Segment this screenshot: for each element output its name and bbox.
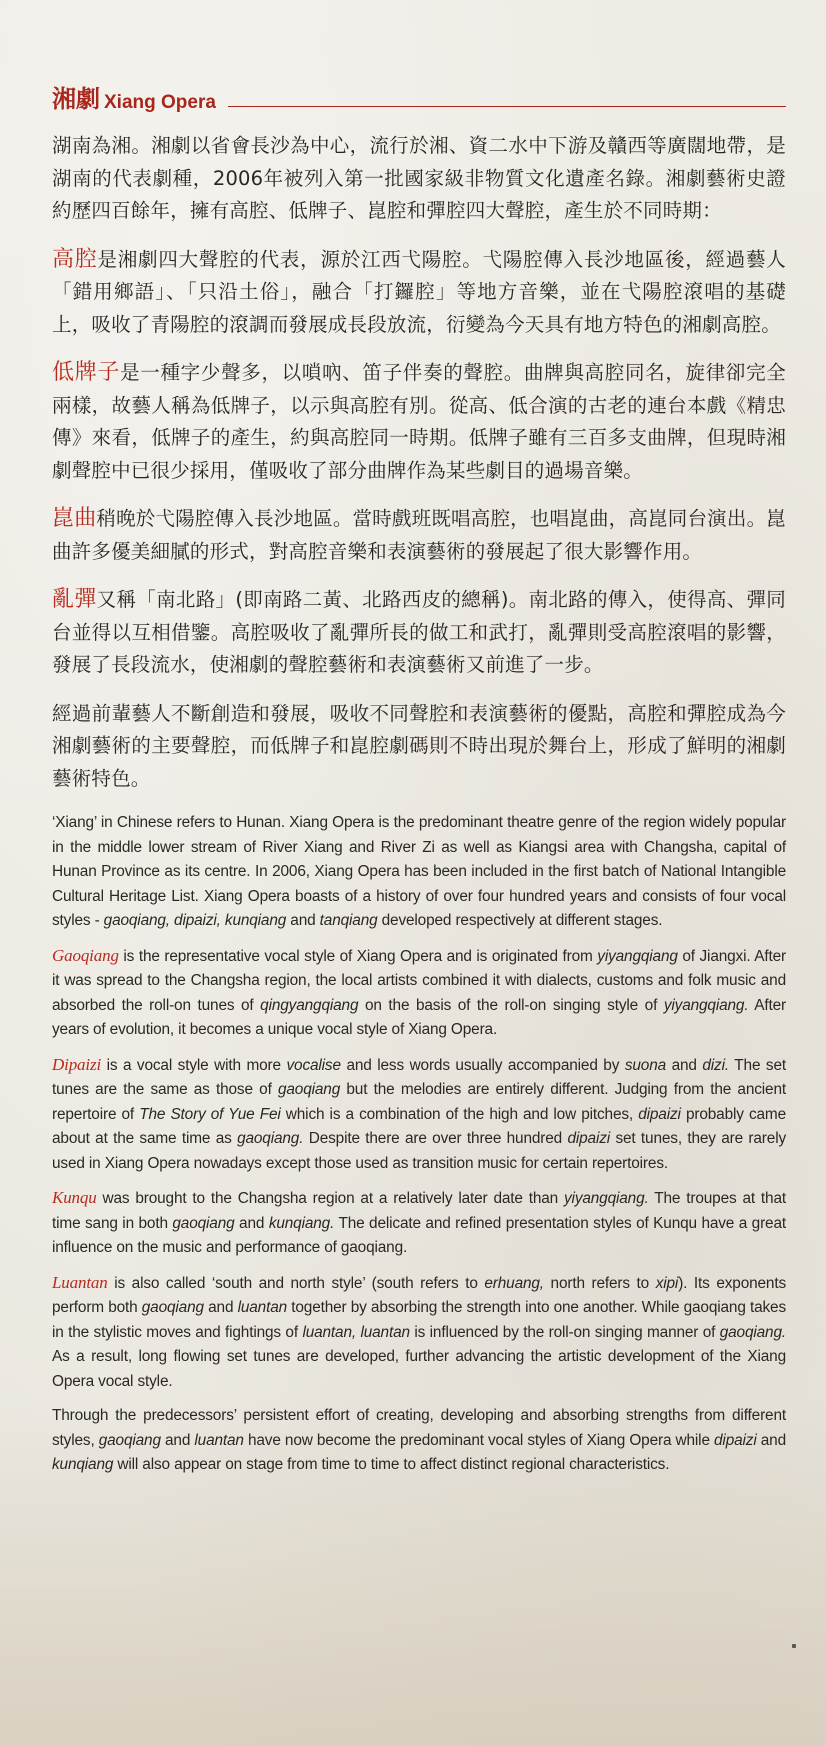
document-page [52, 78, 786, 1488]
en-paragraph-luantan: Luantan is also called ‘south and north style’ (south refers to erhuang, north refers to xipi). Its exponents perform both gaoqiang and luantan together by absorbing the strength into one another. While gaoqiang takes in the stylistic moves and fightings of luantan, luantan is influenced by the roll-on singing manner of gaoqiang. As a result, long flowing set tunes are developed, further advancing the artistic development of the Xiang Opera vocal style. [52, 1272, 787, 1390]
zh-paragraph-intro [52, 130, 786, 228]
zh-intro-text: 湖南為湘。湘劇以省會長沙為中心，流行於湘、資二水中下游及贛西等廣闊地帶，是湖南的代表劇種，2006年被列入第一批國家級非物質文化遺產名錄。湘劇藝術史證約歷四百餘年，擁有高腔、低牌子、崑腔和彈腔四大聲腔，產生於不同時期： [52, 134, 786, 222]
section-heading [52, 78, 786, 114]
en-paragraph-conclusion: Through the predecessors’ persistent effort of creating, developing and absorbing strengths from different styles, gaoqiang and luantan have now become the predominant vocal styles of Xiang Opera while dipaizi and kunqiang will also appear on stage from time to time to affect distinct regional characteristics. [52, 1407, 786, 1473]
zh-luantan-text: 又稱「南北路」(即南路二黃、北路西皮的總稱)。南北路的傳入，使得高、彈同台並得以互相借鑒。高腔吸收了亂彈所長的做工和武打，亂彈則受高腔滾唱的影響，發展了長段流水，使湘劇的聲腔藝術和表演藝術又前進了一步。 [52, 588, 787, 676]
zh-paragraph-luantan [52, 584, 786, 682]
en-term-dipaizi: Dipaizi [52, 1054, 102, 1074]
en-paragraph-kunqu: Kunqu was brought to the Changsha region at a relatively later date than yiyangqiang. The troupes at that time sang in both gaoqiang and kunqiang. The delicate and refined presentation styles of Kunqu have a great influence on the music and performance of gaoqiang. [52, 1188, 787, 1256]
en-paragraph-gaoqiang: Gaoqiang is the representative vocal style of Xiang Opera and is originated from yiyangqiang of Jiangxi. After it was spread to the Changsha region, the local artists combined it with dialects, customs and folk music and absorbed the roll-on tunes of qingyangqiang on the basis of the roll-on singing style of yiyangqiang. After years of evolution, it becomes a unique vocal style of Xiang Opera. [52, 945, 786, 1038]
zh-dipaizi-text: 是一種字少聲多，以嗩吶、笛子伴奏的聲腔。曲牌與高腔同名，旋律卻完全兩樣，故藝人稱為低牌子，以示與高腔有別。從高、低合演的古老的連台本戲《精忠傳》來看，低牌子的產生，約與高腔同一時期。低牌子雖有三百多支曲牌，但現時湘劇聲腔中已很少採用，僅吸收了部分曲牌作為某些劇目的過場音樂。 [52, 361, 786, 482]
page-mark [792, 1644, 796, 1648]
zh-paragraph-dipaizi [52, 357, 786, 487]
zh-kunqu-text: 稍晚於弋陽腔傳入長沙地區。當時戲班既唱高腔，也唱崑曲，高崑同台演出。崑曲許多優美細膩的形式，對高腔音樂和表演藝術的發展起了很大影響作用。 [52, 507, 786, 563]
zh-term-kunqu: 崑曲 [52, 506, 97, 531]
en-term-kunqu: Kunqu [52, 1188, 97, 1207]
zh-term-dipaizi: 低牌子 [52, 360, 121, 385]
zh-paragraph-kunqu [52, 503, 786, 568]
zh-term-luantan: 亂彈 [52, 587, 97, 612]
zh-paragraph-conclusion [52, 698, 786, 796]
en-term-luantan: Luantan [52, 1272, 108, 1292]
en-paragraph-dipaizi: Dipaizi is a vocal style with more vocalise and less words usually accompanied by suona and dizi. The set tunes are the same as those of gaoqiang but the melodies are entirely different. Judging from the ancient repertoire of The Story of Yue Fei which is a combination of the high and low pitches, dipaizi probably came about at the same time as gaoqiang. Despite there are over three hundred dipaizi set tunes, they are rarely used in Xiang Opera nowadays except those used as transition music for certain repertoires. [52, 1054, 787, 1172]
en-term-gaoqiang: Gaoqiang [52, 945, 119, 965]
zh-conclusion-text: 經過前輩藝人不斷創造和發展，吸收不同聲腔和表演藝術的優點，高腔和彈腔成為今湘劇藝術的主要聲腔，而低牌子和崑腔劇碼則不時出現於舞台上，形成了鮮明的湘劇藝術特色。 [52, 701, 786, 790]
en-paragraph-intro: ‘Xiang’ in Chinese refers to Hunan. Xiang Opera is the predominant theatre genre of the region widely popular in the middle lower stream of River Xiang and River Zi as well as Kiangsi area with Changsha, capital of Hunan Province as its centre. In 2006, Xiang Opera has been included in the first batch of National Intangible Cultural Heritage List. Xiang Opera boasts of a history of over four hundred years and consists of four vocal styles - gaoqiang, dipaizi, kunqiang and tanqiang developed respectively at different stages. [52, 814, 786, 929]
heading-chinese: 湘劇 [52, 85, 100, 113]
english-section [52, 811, 786, 1478]
heading-rule [228, 106, 786, 107]
heading-english: Xiang Opera [104, 92, 216, 113]
zh-term-gaoqiang: 高腔 [52, 246, 98, 272]
zh-gaoqiang-text: 是湘劇四大聲腔的代表，源於江西弋陽腔。弋陽腔傳入長沙地區後，經過藝人「錯用鄉語」、「只沿土俗」，融合「打鑼腔」等地方音樂，並在弋陽腔滾唱的基礎上，吸收了青陽腔的滾調而發展成長段放流，衍變為今天具有地方特色的湘劇高腔。 [52, 247, 786, 336]
zh-paragraph-gaoqiang [52, 244, 786, 342]
